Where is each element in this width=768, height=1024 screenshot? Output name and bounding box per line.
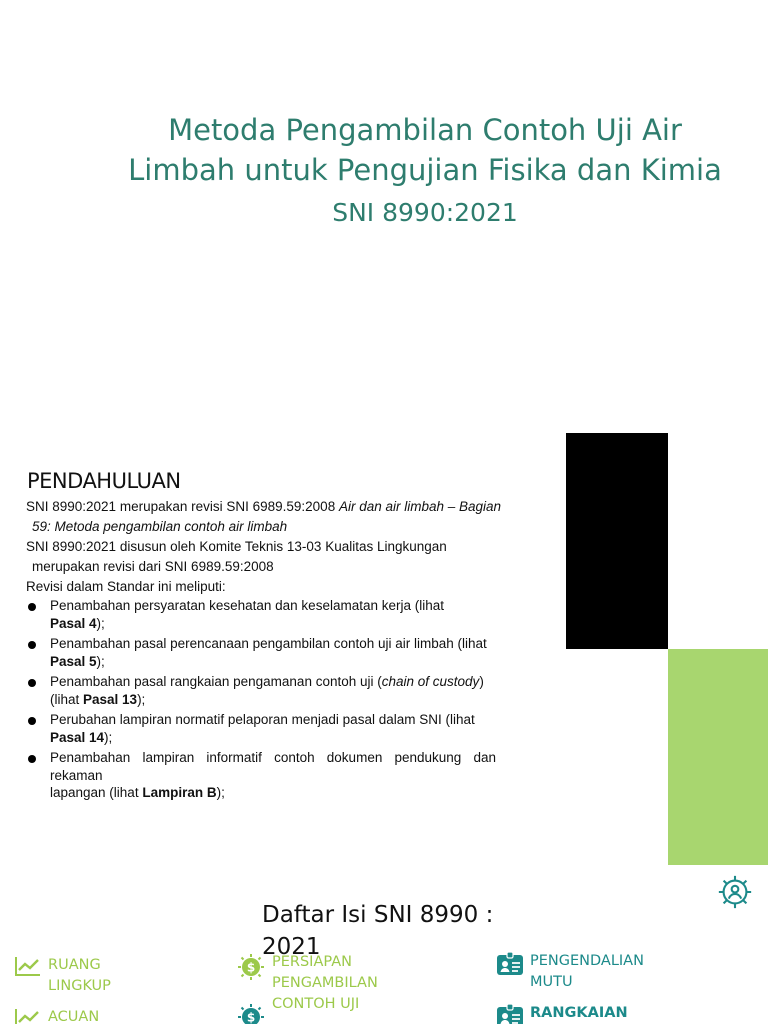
decorative-green-block xyxy=(668,649,768,865)
toc-item-label: PENGENDALIAN MUTU xyxy=(530,953,644,990)
list-item-ref: Lampiran B xyxy=(142,785,217,800)
list-item xyxy=(26,711,496,746)
list-item xyxy=(26,597,496,632)
title-slide xyxy=(0,0,768,433)
list-item-tail: ); xyxy=(104,729,113,745)
list-item-text: ) xyxy=(479,674,484,689)
dollar-lightbulb-icon xyxy=(236,952,266,982)
line-chart-icon xyxy=(14,1007,42,1024)
paragraph-revision-cont xyxy=(26,517,556,537)
list-item-tail: ); xyxy=(96,653,105,669)
list-item-ref: Pasal 14 xyxy=(50,729,105,745)
paragraph-italic-text: Air dan air limbah – Bagian xyxy=(338,499,502,514)
line-chart-icon xyxy=(14,955,42,977)
list-item xyxy=(26,673,496,708)
list-item-text: Penambahan lampiran informatif contoh dokumen pendukung dan rekaman xyxy=(50,750,496,783)
decorative-black-block xyxy=(566,433,668,649)
paragraph-committee: SNI 8990:2021 disusun oleh Komite Teknis 13-03 Kualitas Lingkungan xyxy=(26,539,447,554)
slide-subtitle: SNI 8990:2021 xyxy=(332,198,518,227)
list-item xyxy=(26,749,496,802)
toc-item-acuan[interactable] xyxy=(14,1007,99,1024)
list-item-ref: Pasal 4 xyxy=(50,615,97,631)
list-item-text: lapangan (lihat xyxy=(50,785,143,800)
list-item-text: Penambahan persyaratan kesehatan dan keselamatan kerja (lihat xyxy=(50,598,444,613)
list-item-ref: Pasal 5 xyxy=(50,653,97,669)
toc-item-label: RUANG LINGKUP xyxy=(48,957,111,994)
paragraph-italic-text: 59: Metoda pengambilan contoh air limbah xyxy=(32,519,288,534)
id-card-icon xyxy=(496,951,524,977)
paragraph-revision-list-intro: Revisi dalam Standar ini meliputi: xyxy=(26,579,226,594)
dollar-lightbulb-icon xyxy=(236,1002,266,1024)
list-item xyxy=(26,635,496,670)
toc-item-secondary[interactable] xyxy=(236,1002,272,1024)
section-heading: PENDAHULUAN xyxy=(27,469,181,493)
paragraph-committee-cont: merupakan revisi dari SNI 6989.59:2008 xyxy=(32,559,274,574)
list-item-ref: Pasal 13 xyxy=(83,691,138,707)
table-of-contents-slide xyxy=(0,865,768,1024)
toc-item-rangkaian[interactable] xyxy=(496,1003,628,1024)
svg-text:$: $ xyxy=(246,1010,256,1024)
introduction-body xyxy=(26,497,556,805)
toc-title: Daftar Isi SNI 8990 : 2021 xyxy=(262,902,494,960)
slide-title xyxy=(60,110,768,190)
toc-item-label: PERSIAPAN PENGAMBILAN CONTOH UJI xyxy=(272,954,378,1012)
svg-text:$: $ xyxy=(246,960,256,975)
paragraph-text: SNI 8990:2021 merupakan revisi SNI 6989.59:2008 xyxy=(26,499,339,514)
title-line-2: Limbah untuk Pengujian Fisika dan Kimia xyxy=(128,153,722,187)
id-card-icon xyxy=(496,1003,524,1024)
list-item-text: Penambahan pasal perencanaan pengambilan contoh uji air limbah (lihat xyxy=(50,636,487,651)
toc-item-ruang-lingkup[interactable] xyxy=(14,955,111,997)
toc-item-pengendalian-mutu[interactable] xyxy=(496,951,644,993)
list-item-italic: chain of custody xyxy=(381,674,480,689)
introduction-slide xyxy=(0,433,768,865)
paragraph-revision xyxy=(26,497,556,517)
list-item-text: (lihat xyxy=(50,691,84,707)
list-item-tail: ); xyxy=(96,615,105,631)
toc-item-label: ACUAN xyxy=(48,1009,100,1024)
list-item-tail: ); xyxy=(216,785,225,800)
toc-item-label: RANGKAIAN xyxy=(530,1005,628,1021)
list-item-text: Penambahan pasal rangkaian pengamanan contoh uji ( xyxy=(50,674,382,689)
list-item-tail: ); xyxy=(137,691,146,707)
gear-person-icon xyxy=(716,873,754,911)
list-item-text: Perubahan lampiran normatif pelaporan menjadi pasal dalam SNI (lihat xyxy=(50,712,475,727)
revision-list xyxy=(26,597,496,802)
title-line-1: Metoda Pengambilan Contoh Uji Air xyxy=(168,113,682,147)
